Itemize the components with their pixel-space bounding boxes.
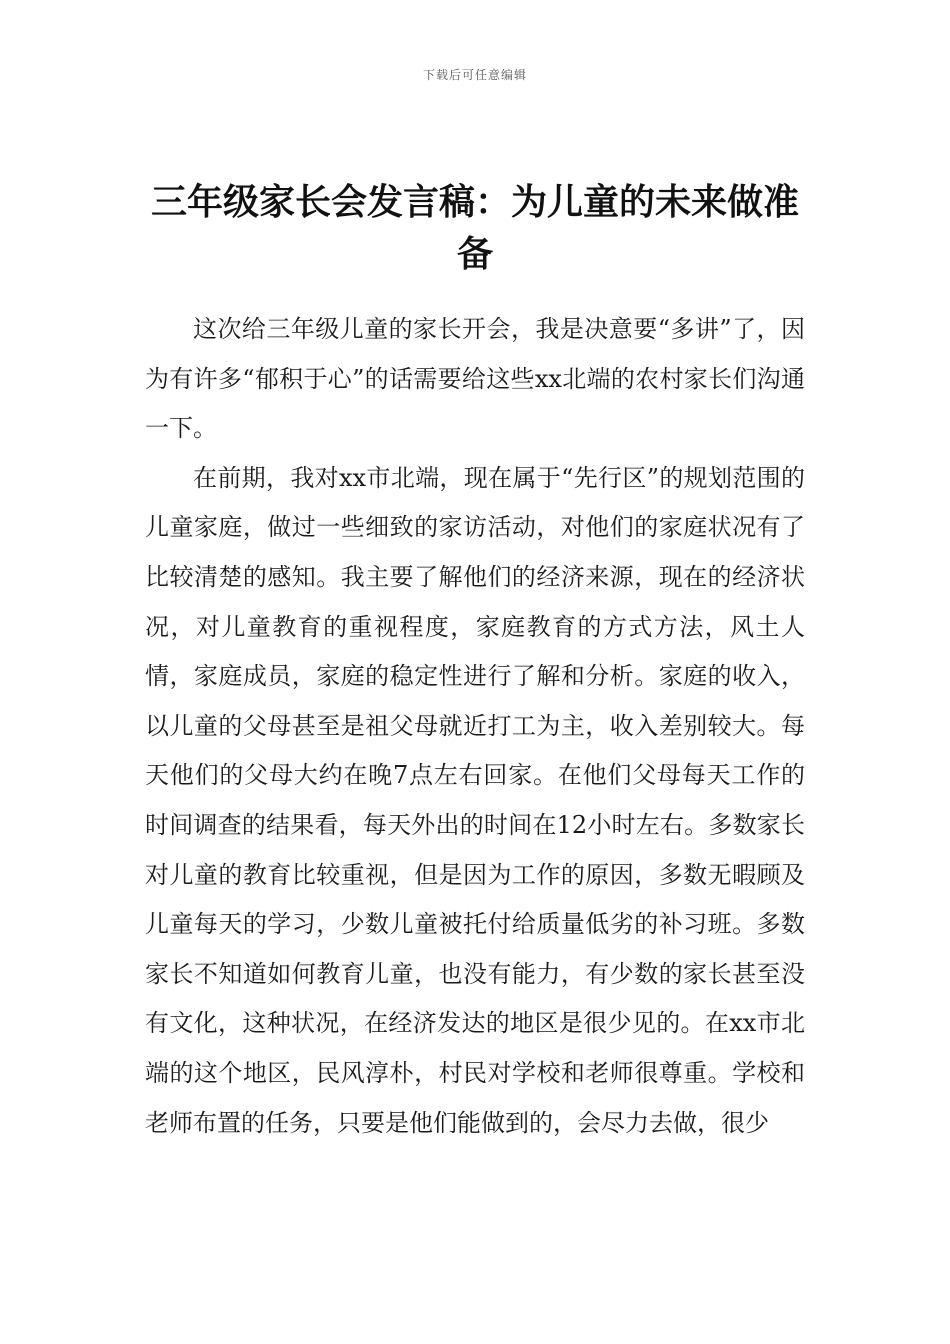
document-title: 三年级家长会发言稿：为儿童的未来做准备 (150, 181, 799, 275)
paragraph: 在前期，我对xx市北端，现在属于“先行区”的规划范围的儿童家庭，做过一些细致的家访活动，对他们的家庭状况有了比较清楚的感知。我主要了解他们的经济来源，现在的经济状况，对儿童教育的重视程度，家庭教育的方式方法，风土人情，家庭成员，家庭的稳定性进行了解和分析。家庭的收入，以儿童的父母甚至是祖父母就近打工为主，收入差别较大。每天他们的父母大约在晚7点左右回家。在他们父母每天工作的时间调查的结果看，每天外出的时间在12小时左右。多数家长对儿童的教育比较重视，但是因为工作的原因，多数无暇顾及儿童每天的学习，少数儿童被托付给质量低劣的补习班。多数家长不知道如何教育儿童，也没有能力，有少数的家长甚至没有文化，这种状况，在经济发达的地区是很少见的。在xx市北端的这个地区，民风淳朴，村民对学校和老师很尊重。学校和老师布置的任务，只要是他们能做到的，会尽力去做，很少 (145, 463, 805, 1137)
paragraph: 这次给三年级儿童的家长开会，我是决意要“多讲”了，因为有许多“郁积于心”的话需要给这些xx北端的农村家长们沟通一下。 (145, 315, 805, 443)
header-note: 下载后可任意编辑 (422, 68, 527, 82)
document-body (145, 305, 805, 1148)
